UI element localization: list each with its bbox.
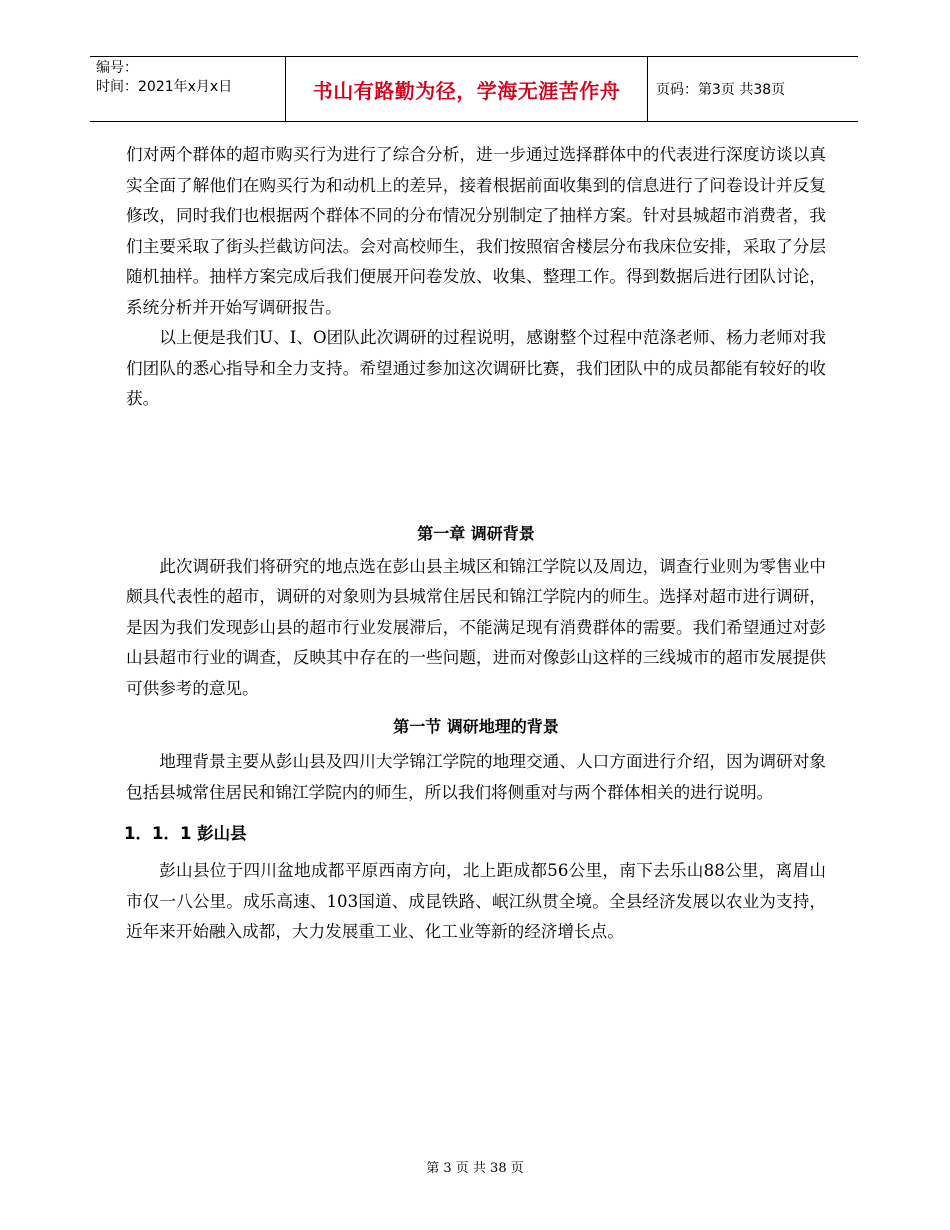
header-meta: [90, 57, 286, 121]
page-header: [90, 56, 858, 122]
document-body: [126, 140, 826, 948]
chapter-title: 第一章 调研背景: [417, 523, 535, 543]
document-time-label: 时间：2021年x月x日: [96, 79, 233, 95]
body-paragraph: 以上便是我们U、I、O团队此次调研的过程说明，感谢整个过程中范涤老师、杨力老师对我们团队的悉心指导和全力支持。希望通过参加这次调研比赛，我们团队中的成员都能有较好的收获。: [126, 328, 826, 408]
section-title: 第一节 调研地理的背景: [393, 717, 559, 736]
chapter-paragraph: 此次调研我们将研究的地点选在彭山县主城区和锦江学院以及周边，调查行业则为零售业中颇具代表性的超市，调研的对象则为县城常住居民和锦江学院内的师生。选择对超市进行调研，是因为我们发现彭山县的超市行业发展滞后，不能满足现有消费群体的需要。我们希望通过对彭山县超市行业的调查，反映其中存在的一些问题，进而对像彭山这样的三线城市的超市发展提供可供参考的意见。: [126, 556, 826, 698]
header-page-info: 页码：第3页 共38页: [656, 82, 786, 98]
body-paragraph: 们对两个群体的超市购买行为进行了综合分析，进一步通过选择群体中的代表进行深度访谈以真实全面了解他们在购买行为和动机上的差异，接着根据前面收集到的信息进行了问卷设计并反复修改，同时我们也根据两个群体不同的分布情况分别制定了抽样方案。针对县城超市消费者，我们主要采取了街头拦截访问法。会对高校师生，我们按照宿舍楼层分布我床位安排，采取了分层随机抽样。抽样方案完成后我们便展开问卷发放、收集、整理工作。得到数据后进行团队讨论，系统分析并开始写调研报告。: [126, 145, 826, 317]
page-footer: 第 3 页 共 38 页: [426, 1161, 524, 1176]
subsection-title: 1．1．1 彭山县: [124, 824, 247, 843]
section-paragraph: 地理背景主要从彭山县及四川大学锦江学院的地理交通、人口方面进行介绍，因为调研对象包括县城常住居民和锦江学院内的师生，所以我们将侧重对与两个群体相关的进行说明。: [126, 752, 826, 802]
document-number-label: 编号：: [96, 60, 138, 76]
subsection-paragraph: 彭山县位于四川盆地成都平原西南方向，北上距成都56公里，南下去乐山88公里，离眉山市仅一八公里。成乐高速、103国道、成昆铁路、岷江纵贯全境。全县经济发展以农业为支持，近年来开始融入成都，大力发展重工业、化工业等新的经济增长点。: [126, 861, 826, 941]
header-motto: 书山有路勤为径，学海无涯苦作舟: [286, 57, 648, 121]
